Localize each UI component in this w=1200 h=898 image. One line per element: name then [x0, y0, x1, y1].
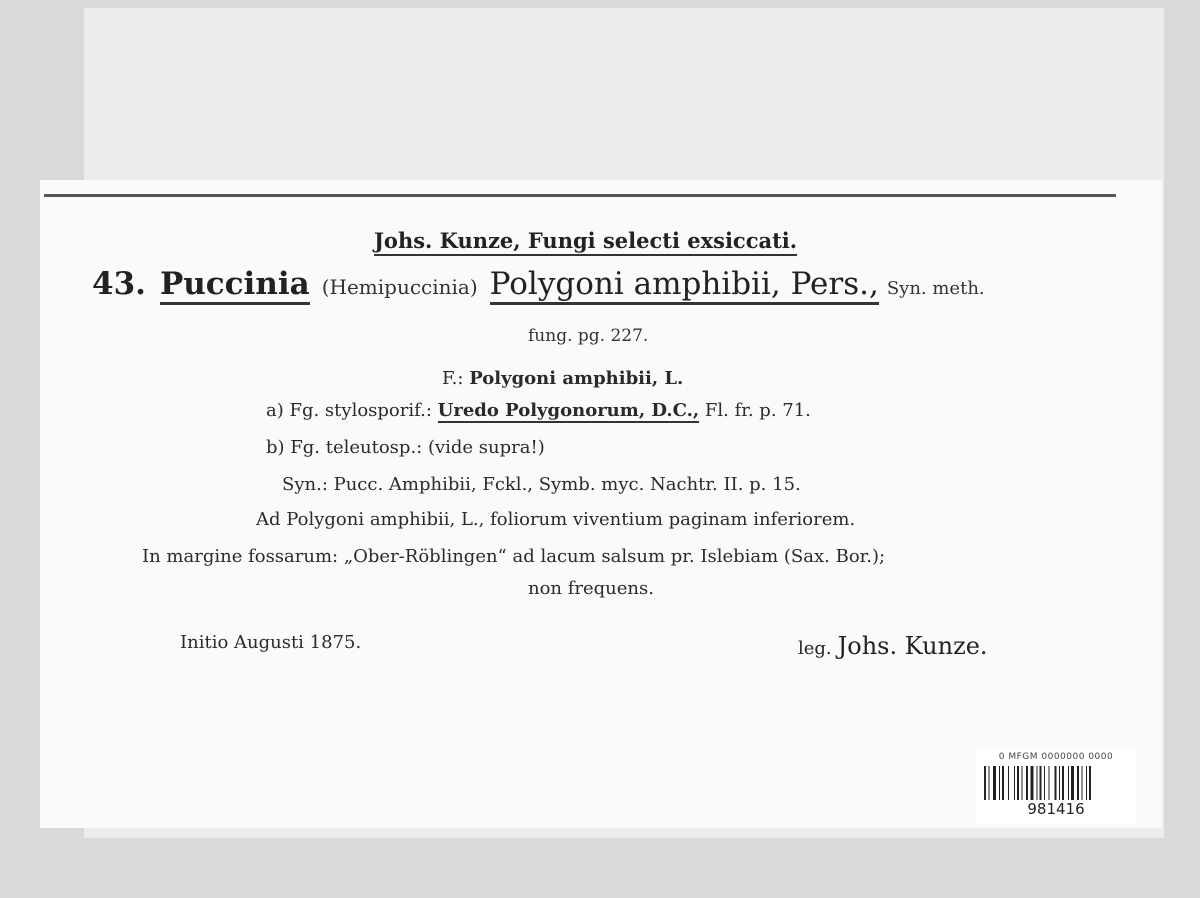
habitat-line: Ad Polygoni amphibii, L., foliorum viventium paginam inferiorem.	[256, 509, 856, 530]
stylospore-name: Uredo Polygonorum, D.C.,	[437, 400, 700, 421]
top-rule	[44, 194, 1116, 197]
synonym-line: Syn.: Pucc. Amphibii, Fckl., Symb. myc. Nachtr. II. p. 15.	[282, 474, 801, 495]
frequency-line: non frequens.	[528, 578, 654, 599]
locality-line: In margine fossarum: „Ober-Röblingen“ ad lacum salsum pr. Islebiam (Sax. Bor.);	[142, 546, 886, 567]
subgenus-name: (Hemipuccinia)	[321, 275, 478, 299]
barcode-number: 981416	[1027, 800, 1085, 818]
host-prefix: F.:	[442, 368, 464, 389]
collector-prefix: leg.	[798, 638, 832, 659]
collector-line	[798, 632, 988, 660]
host-line	[442, 368, 683, 389]
stylospore-ref: Fl. fr. p. 71.	[704, 400, 811, 421]
barcode-top-text: 0 MFGM 0000000 0000	[998, 752, 1114, 762]
barcode-label	[976, 748, 1136, 824]
species-title	[92, 266, 985, 302]
title-reference-cont: fung. pg. 227.	[528, 326, 649, 346]
teleutospore-line: b) Fg. teleutosp.: (vide supra!)	[266, 437, 545, 458]
collector-name: Johs. Kunze.	[837, 632, 988, 660]
collection-heading: Johs. Kunze, Fungi selecti exsiccati.	[374, 228, 797, 256]
collection-date: Initio Augusti 1875.	[180, 632, 362, 653]
species-name: Polygoni amphibii, Pers.,	[490, 266, 879, 305]
genus-name: Puccinia	[160, 266, 310, 305]
stylospore-line	[266, 400, 811, 421]
host-name: Polygoni amphibii, L.	[469, 368, 684, 389]
title-reference: Syn. meth.	[886, 278, 985, 299]
barcode-icon	[984, 766, 1128, 800]
exsiccata-number: 43.	[92, 266, 146, 302]
stylospore-prefix: a) Fg. stylosporif.:	[266, 400, 432, 421]
